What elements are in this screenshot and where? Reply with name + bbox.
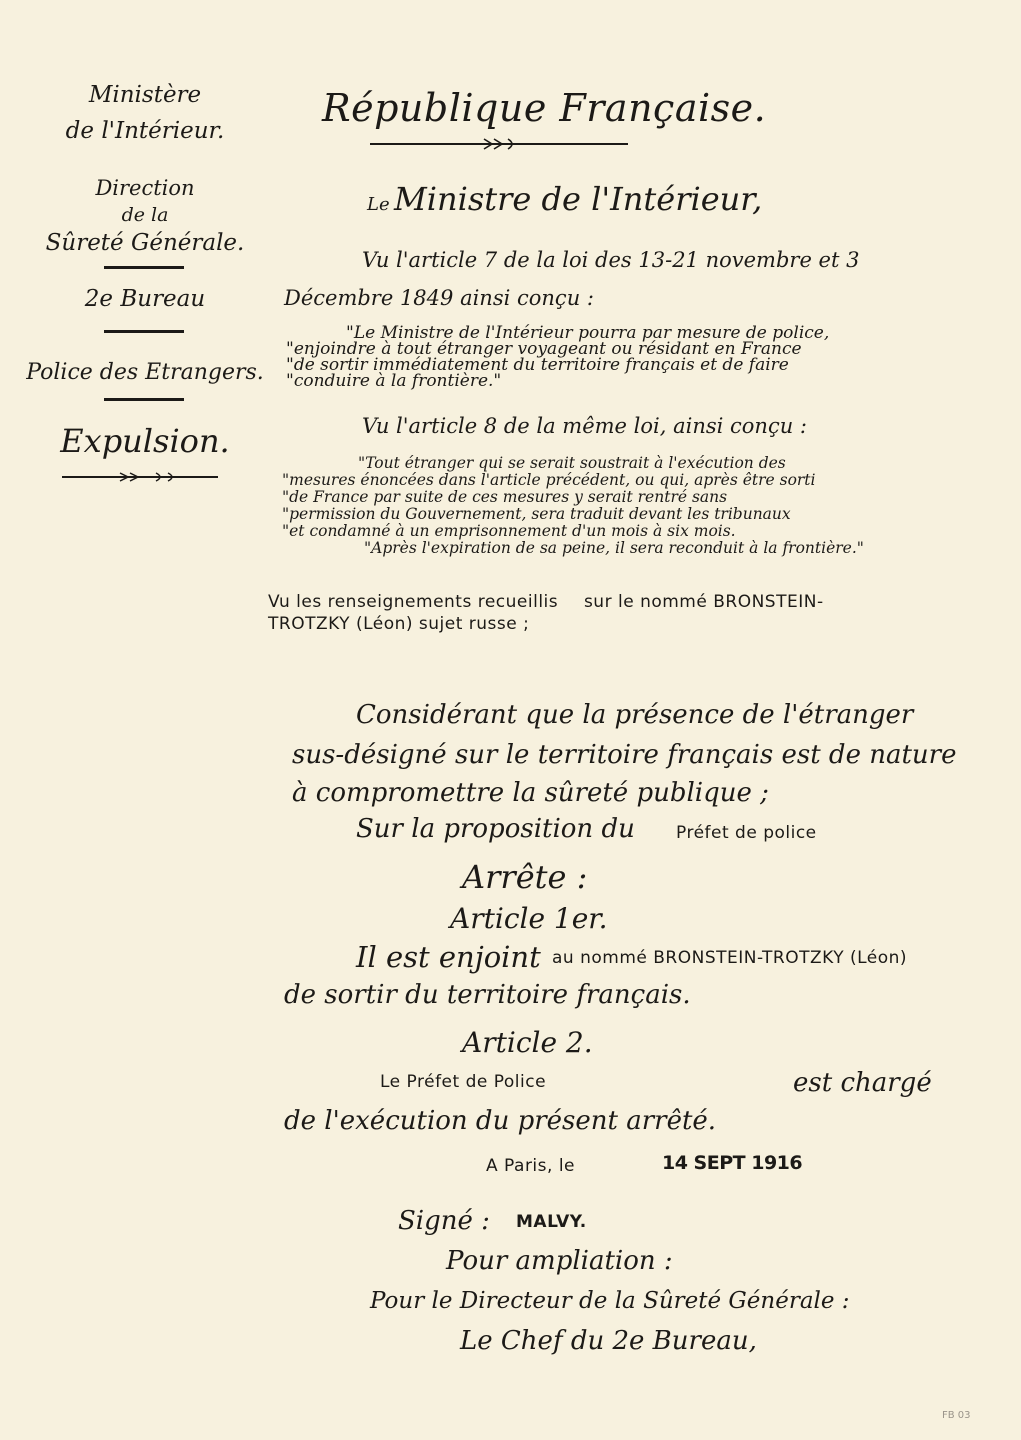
title-underline-ornament <box>368 136 630 152</box>
margin-direction: Direction <box>95 176 195 200</box>
chef-line: Le Chef du 2e Bureau, <box>460 1326 757 1356</box>
quote-article-8 <box>282 455 864 557</box>
margin-ministere: Ministère <box>88 82 202 108</box>
quote-line: "permission du Gouvernement, sera traduit devant les tribunaux <box>282 505 791 523</box>
pour-directeur-line: Pour le Directeur de la Sûreté Générale : <box>370 1288 850 1314</box>
sortir-line: de sortir du territoire français. <box>284 980 691 1010</box>
quote-article-7 <box>286 325 829 389</box>
renseignements-line1 <box>268 592 824 612</box>
vu-article-7-line1: Vu l'article 7 de la loi des 13-21 novembre et 3 <box>362 248 860 272</box>
margin-police: Police des Etrangers. <box>26 360 264 385</box>
signe-label: Signé : <box>398 1206 490 1236</box>
article-2-heading: Article 2. <box>462 1026 593 1059</box>
margin-divider <box>104 266 184 269</box>
flourish-ornament <box>60 470 220 484</box>
ministre-heading: Ministre de l'Intérieur, <box>394 180 763 218</box>
au-nomme-typed: au nommé BRONSTEIN-TROTZKY (Léon) <box>552 948 908 968</box>
ampliation-line: Pour ampliation : <box>446 1246 673 1276</box>
considerant-line3: à compromettre la sûreté publique ; <box>292 778 769 808</box>
margin-bureau: 2e Bureau <box>84 286 206 312</box>
quote-line: "conduire à la frontière." <box>286 371 502 391</box>
margin-interieur: de l'Intérieur. <box>65 118 225 144</box>
renseignements-line2: TROTZKY (Léon) sujet russe ; <box>268 614 530 634</box>
margin-de-la: de la <box>121 204 169 226</box>
date-stamp: 14 SEPT 1916 <box>662 1152 803 1174</box>
quote-line: "mesures énoncées dans l'article précédent, ou qui, après être sorti <box>282 471 816 489</box>
republique-title: République Française. <box>322 86 767 130</box>
article-1-heading: Article 1er. <box>450 902 608 935</box>
a-paris-typed: A Paris, le <box>486 1156 575 1176</box>
considerant-line2: sus-désigné sur le territoire français est de nature <box>292 740 957 770</box>
archive-mark: FB 03 <box>942 1410 971 1421</box>
le-prefet-typed: Le Préfet de Police <box>380 1072 547 1092</box>
le-label: Le <box>367 194 390 215</box>
prefet-police-typed: Préfet de police <box>676 823 817 843</box>
quote-line: "de France par suite de ces mesures y serait rentré sans <box>282 488 728 506</box>
margin-expulsion: Expulsion. <box>60 422 230 460</box>
vu-article-7-line2: Décembre 1849 ainsi conçu : <box>284 286 594 310</box>
malvy-typed: MALVY. <box>516 1212 587 1232</box>
renseignements-mid: sur le nommé BRONSTEIN- <box>583 592 824 612</box>
enjoint-label: Il est enjoint <box>356 940 541 974</box>
arrete-heading: Arrête : <box>462 858 588 896</box>
margin-divider <box>104 330 184 333</box>
considerant-line1: Considérant que la présence de l'étranger <box>356 700 914 730</box>
quote-line: "enjoindre à tout étranger voyageant ou résidant en France <box>286 339 802 359</box>
margin-surete: Sûreté Générale. <box>45 230 245 256</box>
quote-line: "Le Ministre de l'Intérieur pourra par mesure de police, <box>346 323 830 343</box>
margin-divider <box>104 398 184 401</box>
quote-line: "Après l'expiration de sa peine, il sera reconduit à la frontière." <box>364 539 864 557</box>
quote-line: "et condamné à un emprisonnement d'un mois à six mois. <box>282 522 736 540</box>
vu-article-8: Vu l'article 8 de la même loi, ainsi conçu : <box>362 414 807 438</box>
renseignements-pre: Vu les renseignements recueillis <box>268 592 559 612</box>
quote-line: "Tout étranger qui se serait soustrait à l'exécution des <box>358 454 786 472</box>
quote-line: "de sortir immédiatement du territoire français et de faire <box>286 355 789 375</box>
est-charge: est chargé <box>793 1068 932 1098</box>
proposition-label: Sur la proposition du <box>356 814 635 844</box>
execution-line: de l'exécution du présent arrêté. <box>284 1106 717 1136</box>
